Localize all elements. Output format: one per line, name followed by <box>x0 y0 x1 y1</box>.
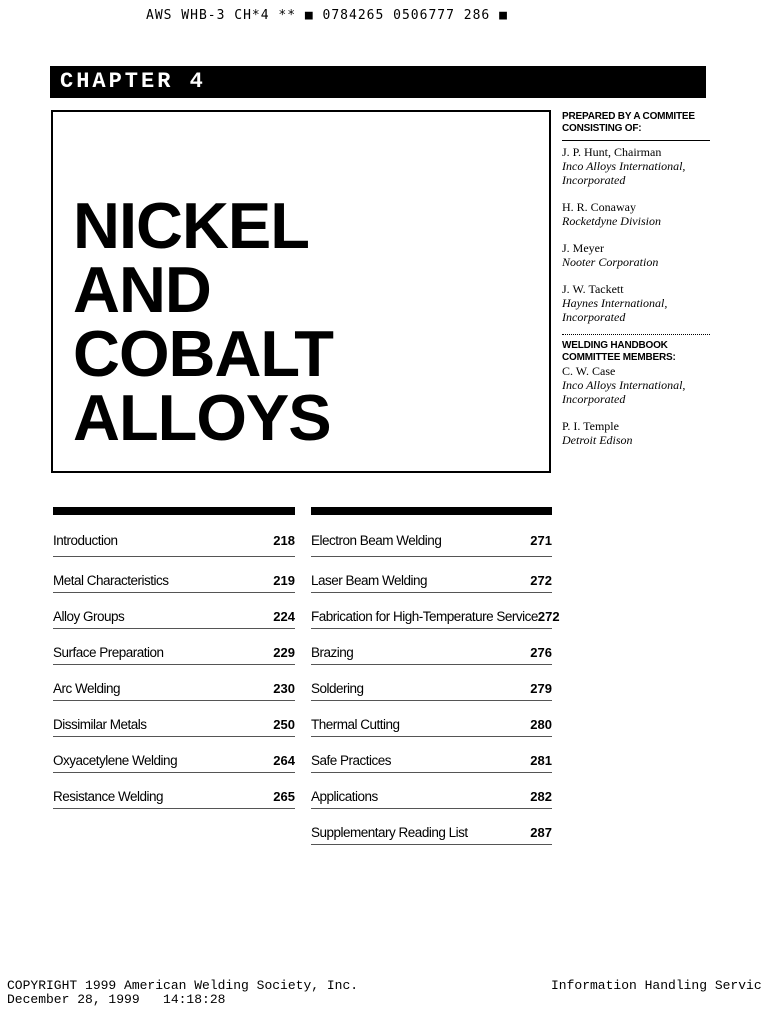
member-name: C. W. Case <box>562 364 616 378</box>
toc-left-column <box>53 507 295 809</box>
toc-entry <box>311 515 552 557</box>
toc-entry-title: Introduction <box>53 533 118 548</box>
member-name: J. W. Tackett <box>562 282 624 296</box>
toc-entry-page: 272 <box>537 608 560 624</box>
toc-entry-title: Dissimilar Metals <box>53 716 147 732</box>
toc-entry-title: Brazing <box>311 644 354 660</box>
toc-entry-page: 279 <box>530 680 552 696</box>
toc-entry <box>53 665 295 701</box>
toc-entry-title: Oxyacetylene Welding <box>53 752 178 768</box>
document-id-line: AWS WHB-3 CH*4 ** ■ 0784265 0506777 286 ■ <box>146 8 508 23</box>
toc-entry <box>53 629 295 665</box>
divider <box>562 140 710 141</box>
member-affiliation: Detroit Edison <box>562 433 633 447</box>
committee-member <box>562 145 710 187</box>
toc-entry-page: 282 <box>530 788 552 804</box>
toc-entry-page: 280 <box>530 716 552 732</box>
toc-entry-title: Alloy Groups <box>53 608 125 624</box>
member-affiliation: Rocketdyne Division <box>562 214 661 228</box>
toc-entry <box>53 557 295 593</box>
toc-entry-title: Soldering <box>311 680 364 696</box>
handbook-member <box>562 419 710 447</box>
chapter-title <box>73 189 333 454</box>
title-line: COBALT <box>73 317 333 390</box>
toc-entry-page: 287 <box>530 824 552 840</box>
toc-entry-title: Thermal Cutting <box>311 716 400 732</box>
toc-entry <box>311 809 552 845</box>
committee-heading: PREPARED BY A COMMITEE CONSISTING OF: <box>562 111 695 134</box>
committee-sidebar <box>562 111 710 460</box>
committee-member <box>562 282 710 324</box>
toc-entry <box>311 629 552 665</box>
member-name: J. P. Hunt, Chairman <box>562 145 662 159</box>
toc-entry <box>311 593 560 629</box>
title-box <box>51 110 551 473</box>
toc-entry <box>53 515 295 557</box>
committee-member <box>562 200 710 228</box>
title-line: NICKEL <box>73 189 309 262</box>
toc-entry-page: 250 <box>273 716 295 732</box>
chapter-label: CHAPTER 4 <box>60 69 206 94</box>
toc-top-rule <box>311 507 552 515</box>
toc-entry <box>311 665 552 701</box>
toc-entry <box>311 557 552 593</box>
toc-entry-page: 271 <box>530 533 552 548</box>
toc-entry-page: 265 <box>273 788 295 804</box>
member-affiliation: Inco Alloys International, Incorporated <box>562 378 686 406</box>
toc-entry-page: 218 <box>273 533 295 548</box>
toc-entry <box>53 773 295 809</box>
member-affiliation: Nooter Corporation <box>562 255 659 269</box>
toc-entry-title: Applications <box>311 788 378 804</box>
toc-top-rule <box>53 507 295 515</box>
toc-entry-title: Surface Preparation <box>53 644 164 660</box>
toc-entry <box>53 593 295 629</box>
toc-entry-title: Safe Practices <box>311 752 392 768</box>
member-name: H. R. Conaway <box>562 200 636 214</box>
toc-entry-title: Resistance Welding <box>53 788 164 804</box>
chapter-banner <box>50 66 706 98</box>
toc-entry-title: Supplementary Reading List <box>311 824 468 840</box>
toc-entry-page: 224 <box>273 608 295 624</box>
toc-entry <box>311 737 552 773</box>
divider <box>562 334 710 335</box>
committee-member <box>562 241 710 269</box>
toc-entry <box>53 737 295 773</box>
title-line: ALLOYS <box>73 381 331 454</box>
footer-date: December 28, 1999 14:18:28 <box>7 992 226 1007</box>
toc-entry-page: 230 <box>273 680 295 696</box>
toc-entry-title: Electron Beam Welding <box>311 533 442 548</box>
footer-publisher: Information Handling Servic <box>551 978 762 993</box>
copyright-text: COPYRIGHT 1999 American Welding Society, Inc. <box>7 978 359 993</box>
toc-entry-page: 264 <box>273 752 295 768</box>
toc-entry-title: Arc Welding <box>53 680 121 696</box>
toc-entry-title: Metal Characteristics <box>53 572 169 588</box>
member-affiliation: Inco Alloys International, Incorporated <box>562 159 686 187</box>
toc-right-column <box>311 507 560 845</box>
member-name: J. Meyer <box>562 241 604 255</box>
toc-entry-page: 276 <box>530 644 552 660</box>
toc-entry <box>53 701 295 737</box>
toc-entry-page: 229 <box>273 644 295 660</box>
member-name: P. I. Temple <box>562 419 619 433</box>
toc-entry-title: Laser Beam Welding <box>311 572 428 588</box>
toc-entry <box>311 701 552 737</box>
toc-entry-title: Fabrication for High-Temperature Service <box>311 608 538 624</box>
footer-copyright <box>7 979 358 1007</box>
handbook-member <box>562 364 710 406</box>
handbook-committee-heading: WELDING HANDBOOK COMMITTEE MEMBERS: <box>562 340 676 363</box>
title-line: AND <box>73 253 211 326</box>
toc-entry-page: 272 <box>530 572 552 588</box>
member-affiliation: Haynes International, Incorporated <box>562 296 668 324</box>
toc-entry-page: 281 <box>530 752 552 768</box>
toc-entry-page: 219 <box>273 572 295 588</box>
toc-entry <box>311 773 552 809</box>
